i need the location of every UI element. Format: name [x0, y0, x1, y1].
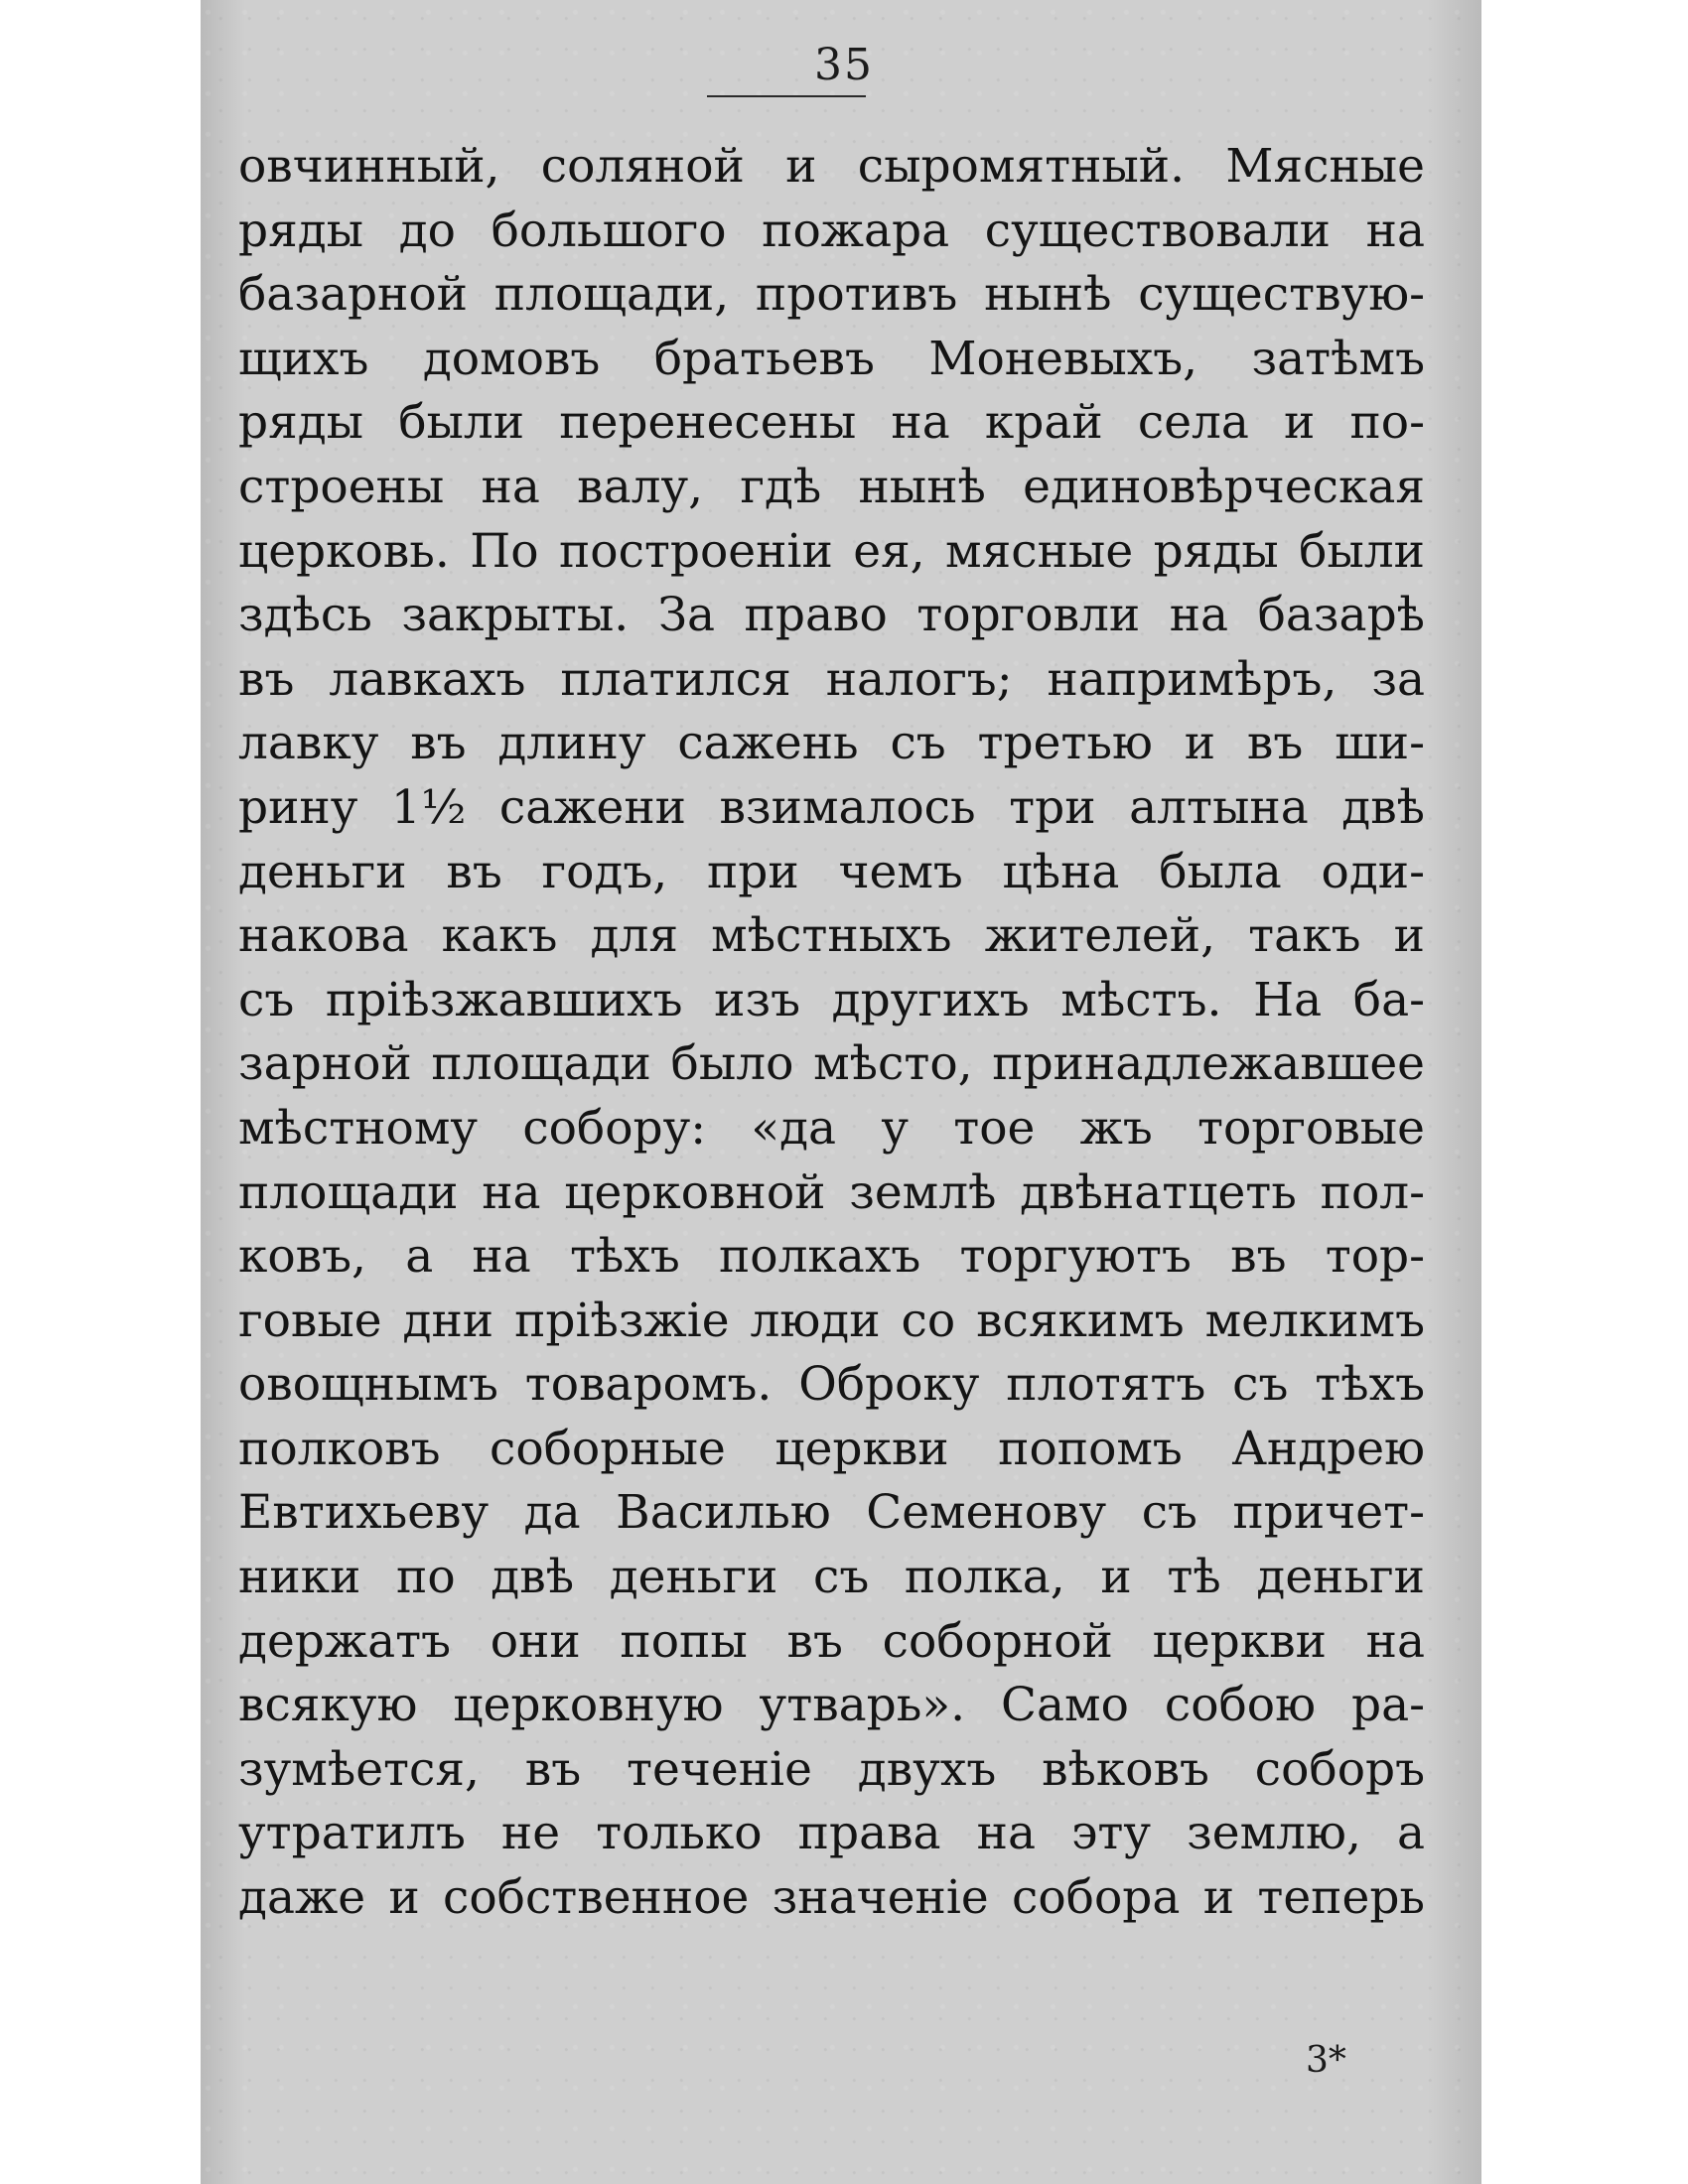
- text-line: строены на валу, гдѣ нынѣ единовѣрческая: [238, 459, 1425, 514]
- text-line: всякую церковную утварь». Само собою ра-: [238, 1678, 1425, 1733]
- text-line: лавку въ длину сажень съ третью и въ ши-: [238, 716, 1425, 771]
- text-line: площади на церковной землѣ двѣнатцеть пол-: [238, 1164, 1425, 1220]
- text-line: съ прiѣзжавшихъ изъ другихъ мѣстъ. На ба-: [238, 972, 1425, 1027]
- text-line: Евтихьеву да Василью Семенову съ причет-: [238, 1485, 1425, 1541]
- page-number: 35: [814, 40, 874, 90]
- text-line: овощнымъ товаромъ. Оброку плотятъ съ тѣхъ: [238, 1357, 1425, 1413]
- text-line: церковь. По построенiи ея, мясные ряды были: [238, 523, 1425, 579]
- text-line: зарной площади было мѣсто, принадлежавшее: [238, 1036, 1425, 1092]
- header-rule: [707, 95, 866, 97]
- text-line: въ лавкахъ платился налогъ; напримѣръ, за: [238, 651, 1425, 707]
- text-line: овчинный, соляной и сыромятный. Мясные: [238, 139, 1425, 194]
- text-line: щихъ домовъ братьевъ Моневыхъ, затѣмъ: [238, 331, 1425, 386]
- text-line: деньги въ годъ, при чемъ цѣна была оди-: [238, 844, 1425, 899]
- text-line: накова какъ для мѣстныхъ жителей, такъ и: [238, 908, 1425, 964]
- text-line: ники по двѣ деньги съ полка, и тѣ деньги: [238, 1550, 1425, 1605]
- text-line: ряды до большого пожара существовали на: [238, 203, 1425, 258]
- text-line: держатъ они попы въ соборной церкви на: [238, 1613, 1425, 1669]
- text-line: здѣсь закрыты. За право торговли на базарѣ: [238, 588, 1425, 643]
- text-line: полковъ соборные церкви попомъ Андрею: [238, 1421, 1425, 1476]
- text-line: ряды были перенесены на край села и по-: [238, 395, 1425, 451]
- signature-mark: 3*: [1306, 2040, 1346, 2081]
- text-line: даже и собственное значенiе собора и теперь: [238, 1870, 1425, 1926]
- text-line: базарной площади, противъ нынѣ существую-: [238, 267, 1425, 323]
- text-line: ковъ, а на тѣхъ полкахъ торгуютъ въ тор-: [238, 1229, 1425, 1285]
- body-text: [238, 135, 1425, 1931]
- text-line: рину 1½ сажени взималось три алтына двѣ: [238, 779, 1425, 835]
- text-line: мѣстному собору: «да у тое жъ торговые: [238, 1100, 1425, 1156]
- text-line: зумѣется, въ теченiе двухъ вѣковъ соборъ: [238, 1741, 1425, 1797]
- text-line: говые дни прiѣзжiе люди со всякимъ мелкимъ: [238, 1293, 1425, 1348]
- text-line: утратилъ не только права на эту землю, а: [238, 1806, 1425, 1861]
